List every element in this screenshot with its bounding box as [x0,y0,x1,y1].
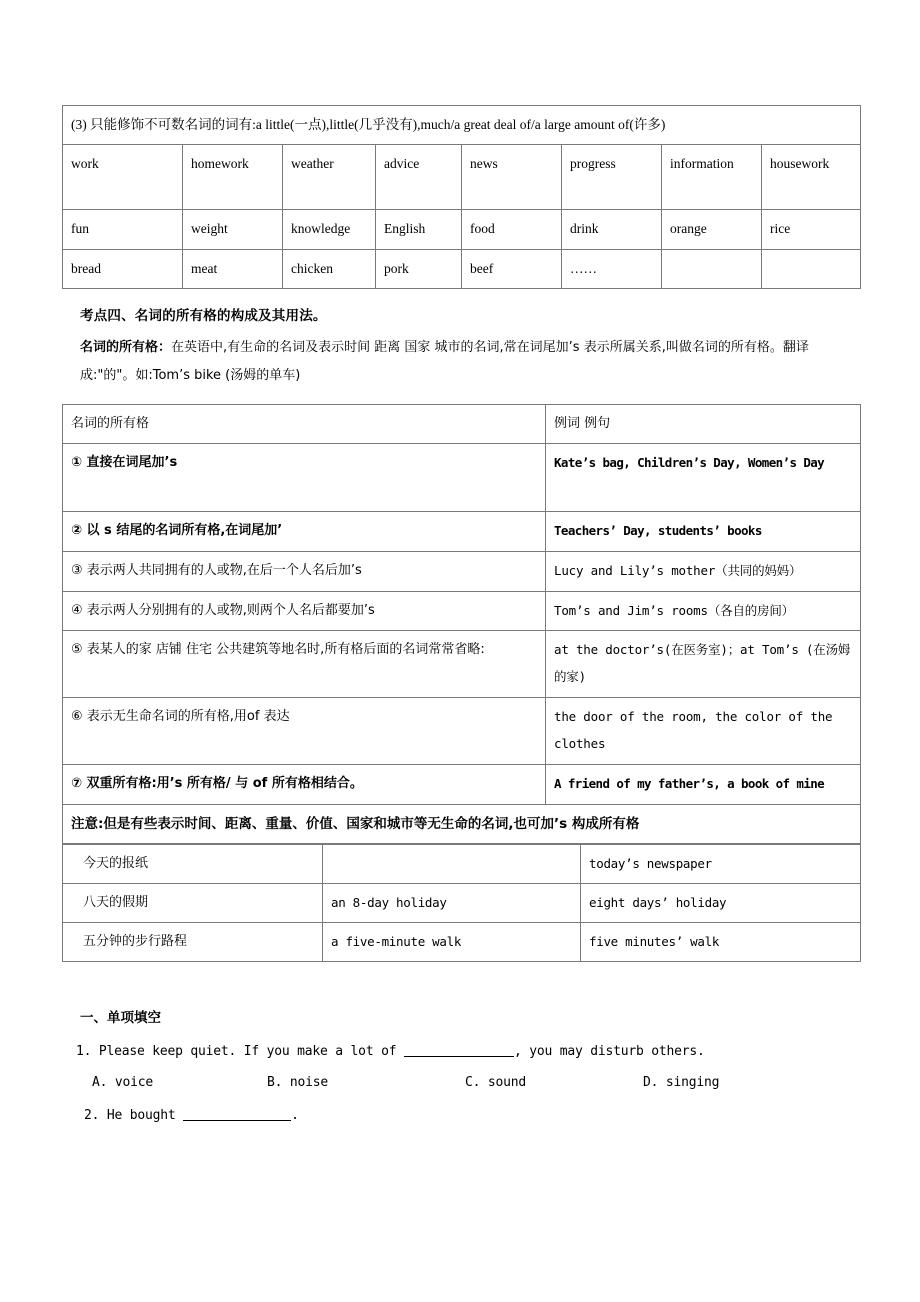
word-cell: chicken [283,249,376,288]
word-cell: homework [183,145,283,210]
uncountable-nouns-table [62,105,861,289]
page-content [62,105,860,1123]
header-cell-example: 例词 例句 [546,404,861,443]
chinese-cell: 八天的假期 [63,884,323,923]
word-cell: news [462,145,562,210]
table-row [63,698,861,765]
chinese-cell: 五分钟的步行路程 [63,923,323,962]
exercise-section [62,1006,860,1123]
option-b[interactable]: B. noise [267,1075,329,1091]
definition-label: 名词的所有格： [80,339,172,355]
word-cell: work [63,145,183,210]
intro-text: (3) 只能修饰不可数名词的词有:a little(一点),little(几乎没有),much/a great deal of/a large amount of(许多) [63,106,861,145]
table-row [63,631,861,698]
table-row [63,249,861,288]
english-a-cell: a five-minute walk [323,923,581,962]
word-cell: drink [562,210,662,249]
question-2-suffix: . [291,1108,299,1124]
table-row [63,443,861,511]
example-cell: Tom’s and Jim’s rooms（各自的房间） [546,591,861,631]
note-cell: 注意:但是有些表示时间、距离、重量、价值、国家和城市等无生命的名词,也可加’s 构成所有格 [63,804,861,843]
table-row [63,884,861,923]
example-cell: at the doctor’s(在医务室)；at Tom’s (在汤姆的家) [546,631,861,698]
rule-cell: ⑥ 表示无生命名词的所有格,用of 表达 [63,698,546,765]
rule-cell: ③ 表示两人共同拥有的人或物,在后一个人名后加’s [63,551,546,591]
section-heading: 考点四、名词的所有格的构成及其用法。 [80,307,327,324]
note-row [63,804,861,843]
word-cell: meat [183,249,283,288]
rule-cell: ⑤ 表某人的家 店铺 住宅 公共建筑等地名时,所有格后面的名词常常省略: [63,631,546,698]
word-cell: housework [762,145,861,210]
exercise-title: 一、单项填空 [80,1010,161,1027]
option-d[interactable]: D. singing [643,1075,720,1091]
chinese-cell: 今天的报纸 [63,845,323,884]
header-cell-rule: 名词的所有格 [63,404,546,443]
word-cell [762,249,861,288]
table-row [63,551,861,591]
example-cell: A friend of my father’s, a book of mine [546,764,861,804]
time-possessive-examples-table [62,844,861,962]
option-a[interactable]: A. voice [92,1075,154,1091]
word-cell: fun [63,210,183,249]
english-a-cell: an 8-day holiday [323,884,581,923]
word-cell: progress [562,145,662,210]
word-cell: beef [462,249,562,288]
example-cell: the door of the room, the color of the clothes [546,698,861,765]
exercise-1-options [92,1075,860,1090]
word-cell: weather [283,145,376,210]
word-cell [662,249,762,288]
word-cell: orange [662,210,762,249]
english-b-cell: eight days’ holiday [581,884,861,923]
word-cell: weight [183,210,283,249]
table-row [63,210,861,249]
exercise-question-1 [76,1044,860,1059]
question-1-suffix: , you may disturb others. [513,1044,705,1060]
rule-cell: ⑦ 双重所有格:用’s 所有格/ 与 of 所有格相结合。 [63,764,546,804]
word-cell: English [376,210,462,249]
rule-cell: ④ 表示两人分别拥有的人或物,则两个人名后都要加’s [63,591,546,631]
word-cell: bread [63,249,183,288]
table-row [63,511,861,551]
option-c[interactable]: C. sound [465,1075,527,1091]
example-cell: Teachers’ Day, students’ books [546,511,861,551]
english-a-cell [323,845,581,884]
table-header-row [63,404,861,443]
word-cell: pork [376,249,462,288]
rule-cell: ① 直接在词尾加’s [63,443,546,511]
example-cell: Kate’s bag, Children’s Day, Women’s Day [546,443,861,511]
english-b-cell: today’s newspaper [581,845,861,884]
word-cell: knowledge [283,210,376,249]
table-row [63,591,861,631]
table-row [63,764,861,804]
word-cell: information [662,145,762,210]
question-1-prefix: 1. Please keep quiet. If you make a lot of [76,1044,404,1060]
table-row [63,845,861,884]
rule-cell: ② 以 s 结尾的名词所有格,在词尾加’ [63,511,546,551]
word-cell: rice [762,210,861,249]
answer-blank-2[interactable] [183,1120,291,1121]
word-cell: advice [376,145,462,210]
exercise-question-2 [84,1108,860,1123]
table-row [63,923,861,962]
english-b-cell: five minutes’ walk [581,923,861,962]
answer-blank-1[interactable] [404,1056,514,1057]
intro-row [63,106,861,145]
possessive-case-table [62,404,861,844]
table-row [63,145,861,210]
word-cell: food [462,210,562,249]
question-2-prefix: 2. He bought [84,1108,184,1124]
word-cell: …… [562,249,662,288]
section-definition [80,334,850,390]
example-cell: Lucy and Lily’s mother（共同的妈妈） [546,551,861,591]
definition-text: 在英语中,有生命的名词及表示时间 距离 国家 城市的名词,常在词尾加’s 表示所属关系,叫做名词的所有格。翻译成:"的"。如:Tom’s bike (汤姆的单车) [80,339,809,383]
